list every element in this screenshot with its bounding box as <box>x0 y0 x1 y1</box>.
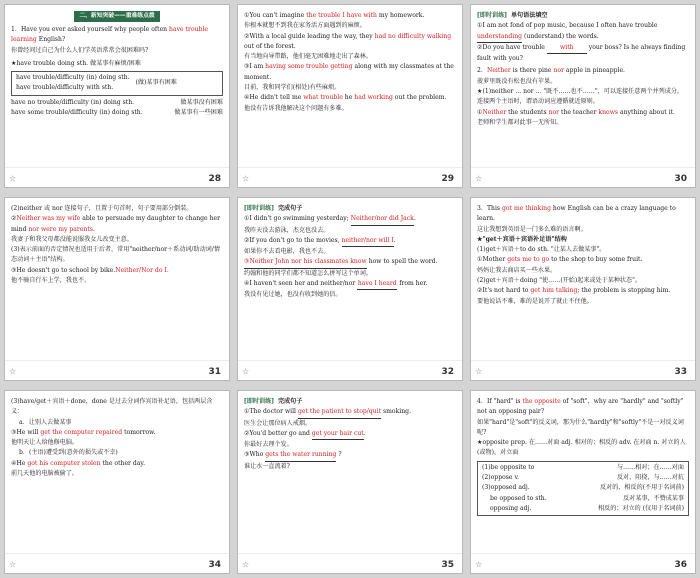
exercise-title: 完成句子 <box>277 398 303 405</box>
example-line: ③I am having some trouble getting along with my classmates at the moment. <box>244 63 454 81</box>
answer-blank: neither/nor will I <box>342 236 394 247</box>
example-line: ④He didn't tell me what trouble he had working out the problem. <box>244 94 447 102</box>
translation-line: 医生会让那位病人戒烟。 <box>244 419 312 427</box>
example-line: ④He got his computer stolen the other day. <box>11 459 146 467</box>
exercise-line: ③Who gets the water running ? <box>244 450 456 461</box>
exercise-line: ③Neither John nor his classmates know how to spell the word. <box>244 257 456 268</box>
slide-thumbnail-28[interactable] <box>4 4 230 188</box>
answer-blank: ③Neither John nor his classmates know <box>244 257 367 268</box>
translation-line: 如果你不去看电影，我也不去。 <box>244 248 330 256</box>
note-line: (3)表示前面的否定情况也适用于后者，常用"neither/nor＋系动词/助动词/情态动词＋主语"结构。 <box>11 246 220 264</box>
translation-line: 有当地向导带路，他们毫无困难地走出了森林。 <box>244 53 372 61</box>
translation-line: 妈妈让我去商店买一些水果。 <box>477 266 557 274</box>
note-line: ★have trouble doing sth. 做某事有麻烦/困难 <box>11 59 141 67</box>
page-number: 28 <box>208 174 221 184</box>
example-line: ②With a local guide leading the way, they had no difficulty walking out of the forest. <box>244 32 452 50</box>
question-line: 4．If "hard" is the opposite of "soft"，why are "hardly" and "softly" not an opposing pair? <box>477 398 684 416</box>
translation-line: 我没有见过她，也没有收到她的信。 <box>244 291 342 299</box>
translation-line: 这让我想到英语是一门多么难的语言啊。 <box>477 225 587 233</box>
star-icon[interactable]: ☆ <box>242 560 250 569</box>
example-line: ②It's not hard to get him talking; the problem is stopping him. <box>477 287 671 295</box>
translation-line: 谁让水一直流着? <box>244 462 290 470</box>
note-line: b．(主语)遭受到(意外的损失或不幸) <box>19 449 118 457</box>
star-icon[interactable]: ☆ <box>475 560 483 569</box>
note-line: ★opposite prep. 在……对面 adj. 相对的；相反的 adv. 在对面 n. 对立的人(或物)，对立面 <box>477 439 686 457</box>
exercise-line: ②You'd better go and get your hair cut. <box>244 429 456 440</box>
note-line: (3)have/get＋宾语＋done，done 是过去分词作宾语补足语，包括两层含义： <box>11 398 213 416</box>
exercise-line: ④I haven't seen her and neither/nor have I heard from her. <box>244 279 456 290</box>
translation-line: 要他说话不难，难的是说开了就止不住他。 <box>477 297 593 305</box>
example-line: ①Neither the students nor the teacher knows anything about it. <box>477 108 675 116</box>
phrase-row <box>11 98 223 108</box>
translation-line: 前几天他的电脑被偷了。 <box>11 470 79 478</box>
translation-line: 你根本就想不到我在家务活方面遇到的麻烦。 <box>244 22 366 30</box>
phrase-box <box>11 71 223 96</box>
phrase-meaning: (做)某事有困难 <box>135 79 177 87</box>
phrase-meaning: 做某事有一些困难 <box>174 109 223 117</box>
exercise-title: 单句语法填空 <box>510 12 548 19</box>
phrase-line: have trouble/difficulty with sth. <box>16 84 114 92</box>
phrase-box: (1)be opposite to 与……相对；在……对面 (2)oppose v. 反对，阻挠，与……对抗 (3)opposed adj. 反对的，相反的(不用于名词前) be opposed to sth. 反对某事，不赞成某事 opposing adj. 相反的；对立的 (仅用于名词前) <box>477 461 689 516</box>
answer-blank: understanding <box>477 32 522 43</box>
slide-thumbnail-36[interactable] <box>470 390 696 574</box>
phrase-line: have some trouble/difficulty (in) doing sth. <box>11 109 143 117</box>
example-line: ③He will get the computer repaired tomorrow. <box>11 428 156 436</box>
question-line: 2．Neither is there pine nor apple in pineapple. <box>477 67 625 75</box>
practice-tag: [即时训练] <box>477 12 507 19</box>
question-line: 1．Have you ever asked yourself why people often have trouble learning English? <box>11 26 209 44</box>
answer-blank: Neither/nor did Jack <box>351 214 414 225</box>
slide-thumbnail-34[interactable] <box>4 390 230 574</box>
practice-tag: [即时训练] <box>244 398 274 405</box>
page-number: 32 <box>441 367 454 377</box>
exercise-title: 完成句子 <box>277 205 303 212</box>
translation-line: 你最好去理个发。 <box>244 441 293 449</box>
slide-thumbnail-30[interactable] <box>470 4 696 188</box>
page-number: 29 <box>441 174 454 184</box>
answer-blank: get your hair cut <box>312 429 364 440</box>
note-line: (1)get＋宾语＋to do sth. "让某人去做某事"。 <box>477 246 606 254</box>
example-line: ①Mother gets me to go to the shop to buy some fruit. <box>477 256 643 264</box>
practice-tag: [即时训练] <box>244 205 274 212</box>
translation-line: 他没有告诉我他解决这个问题有多难。 <box>244 104 348 112</box>
exercise-line: ①The doctor will get the patient to stop/quit smoking. <box>244 407 456 418</box>
translation-line: 我妻子和我父母都没能说服我女儿改变主意。 <box>11 235 133 243</box>
slide-thumbnail-33[interactable] <box>470 197 696 381</box>
star-icon[interactable]: ☆ <box>9 367 17 376</box>
page-number: 34 <box>208 560 221 570</box>
page-number: 31 <box>208 367 221 377</box>
answer-blank: with <box>547 43 587 54</box>
phrase-row <box>11 108 223 118</box>
translation-line: 菠萝里既没有松也没有苹果。 <box>477 77 557 85</box>
page-number: 30 <box>674 174 687 184</box>
phrase-line: have no trouble/difficulty (in) doing sth. <box>11 98 135 106</box>
star-icon[interactable]: ☆ <box>242 367 250 376</box>
translation-line: 约翰和他的同学们都不知道怎么拼写这个单词。 <box>244 269 372 277</box>
example-line: ②Neither was my wife able to persuade my daughter to change her mind nor were my parents. <box>11 215 221 233</box>
translation-line: 他不骑自行车上学，我也不。 <box>11 277 91 285</box>
star-icon[interactable]: ☆ <box>475 367 483 376</box>
exercise-line: ②If you don't go to the movies, neither/nor will I. <box>244 236 456 247</box>
translation-line: 如果"hard"是"soft"的反义词，那为什么"hardly"和"softly"不是一对反义词呢? <box>477 418 684 436</box>
section-header: 二、新知突破——重难练点拨 <box>74 11 159 22</box>
exercise-line: ②Do you have trouble with your boss? Is he always finding fault with you? <box>477 43 686 63</box>
question-line: 3．This got me thinking how English can be a crazy language to learn. <box>477 205 676 223</box>
phrase-meaning: 做某事没有困难 <box>180 98 223 106</box>
star-icon[interactable]: ☆ <box>9 560 17 569</box>
star-icon[interactable]: ☆ <box>242 174 250 183</box>
phrase-line: have trouble/difficulty (in) doing sth. <box>16 74 130 82</box>
star-icon[interactable]: ☆ <box>475 174 483 183</box>
example-line: ①You can't imagine the trouble I have with my homework. <box>244 12 425 19</box>
star-icon[interactable]: ☆ <box>9 174 17 183</box>
translation-line: 你曾经问过自己为什么人们学英语常常会很困难吗? <box>11 46 149 54</box>
answer-blank: get the patient to stop/quit <box>298 407 381 418</box>
exercise-line: ①I am not fond of pop music, because I often have trouble understanding (understand) the words. <box>477 21 689 43</box>
translation-line: 我昨天没去游泳，杰克也没去。 <box>244 226 330 234</box>
slide-thumbnail-31[interactable] <box>4 197 230 381</box>
note-line: ★"get＋宾语＋宾语补足语"结构 <box>477 235 567 243</box>
note-line: (2)get＋宾语＋doing "使……(开始)起来或处于某种状态"。 <box>477 277 642 285</box>
slide-thumbnail-29[interactable] <box>237 4 463 188</box>
answer-blank: have I heard <box>357 279 397 290</box>
example-line: ③He doesn't go to school by bike.Neither/Nor do I. <box>11 266 169 274</box>
translation-line: 目前，我和同学们(相处)有些麻烦。 <box>244 84 341 92</box>
page-number: 36 <box>674 560 687 570</box>
note-line: ★(1)neither ... nor ... "既不……也不……"，可以连接任意两个并列成分。连接两个主语时，谓语动词应遵循就近原则。 <box>477 88 684 106</box>
page-number: 33 <box>674 367 687 377</box>
translation-line: 他明天让人给他修电脑。 <box>11 439 79 447</box>
slide-thumbnail-32[interactable] <box>237 197 463 381</box>
answer-blank: gets the water running <box>265 450 336 461</box>
note-line: a．让别人去做某事 <box>19 418 72 426</box>
translation-line: 老师和学生都对此事一无所知。 <box>477 118 563 126</box>
page-number: 35 <box>441 560 454 570</box>
note-line: (2)neither 或 nor 连接句子，且置于句首时，句子要用部分倒装。 <box>11 205 193 212</box>
slide-thumbnail-35[interactable] <box>237 390 463 574</box>
exercise-line: ①I didn't go swimming yesterday; Neither/nor did Jack. <box>244 214 456 225</box>
